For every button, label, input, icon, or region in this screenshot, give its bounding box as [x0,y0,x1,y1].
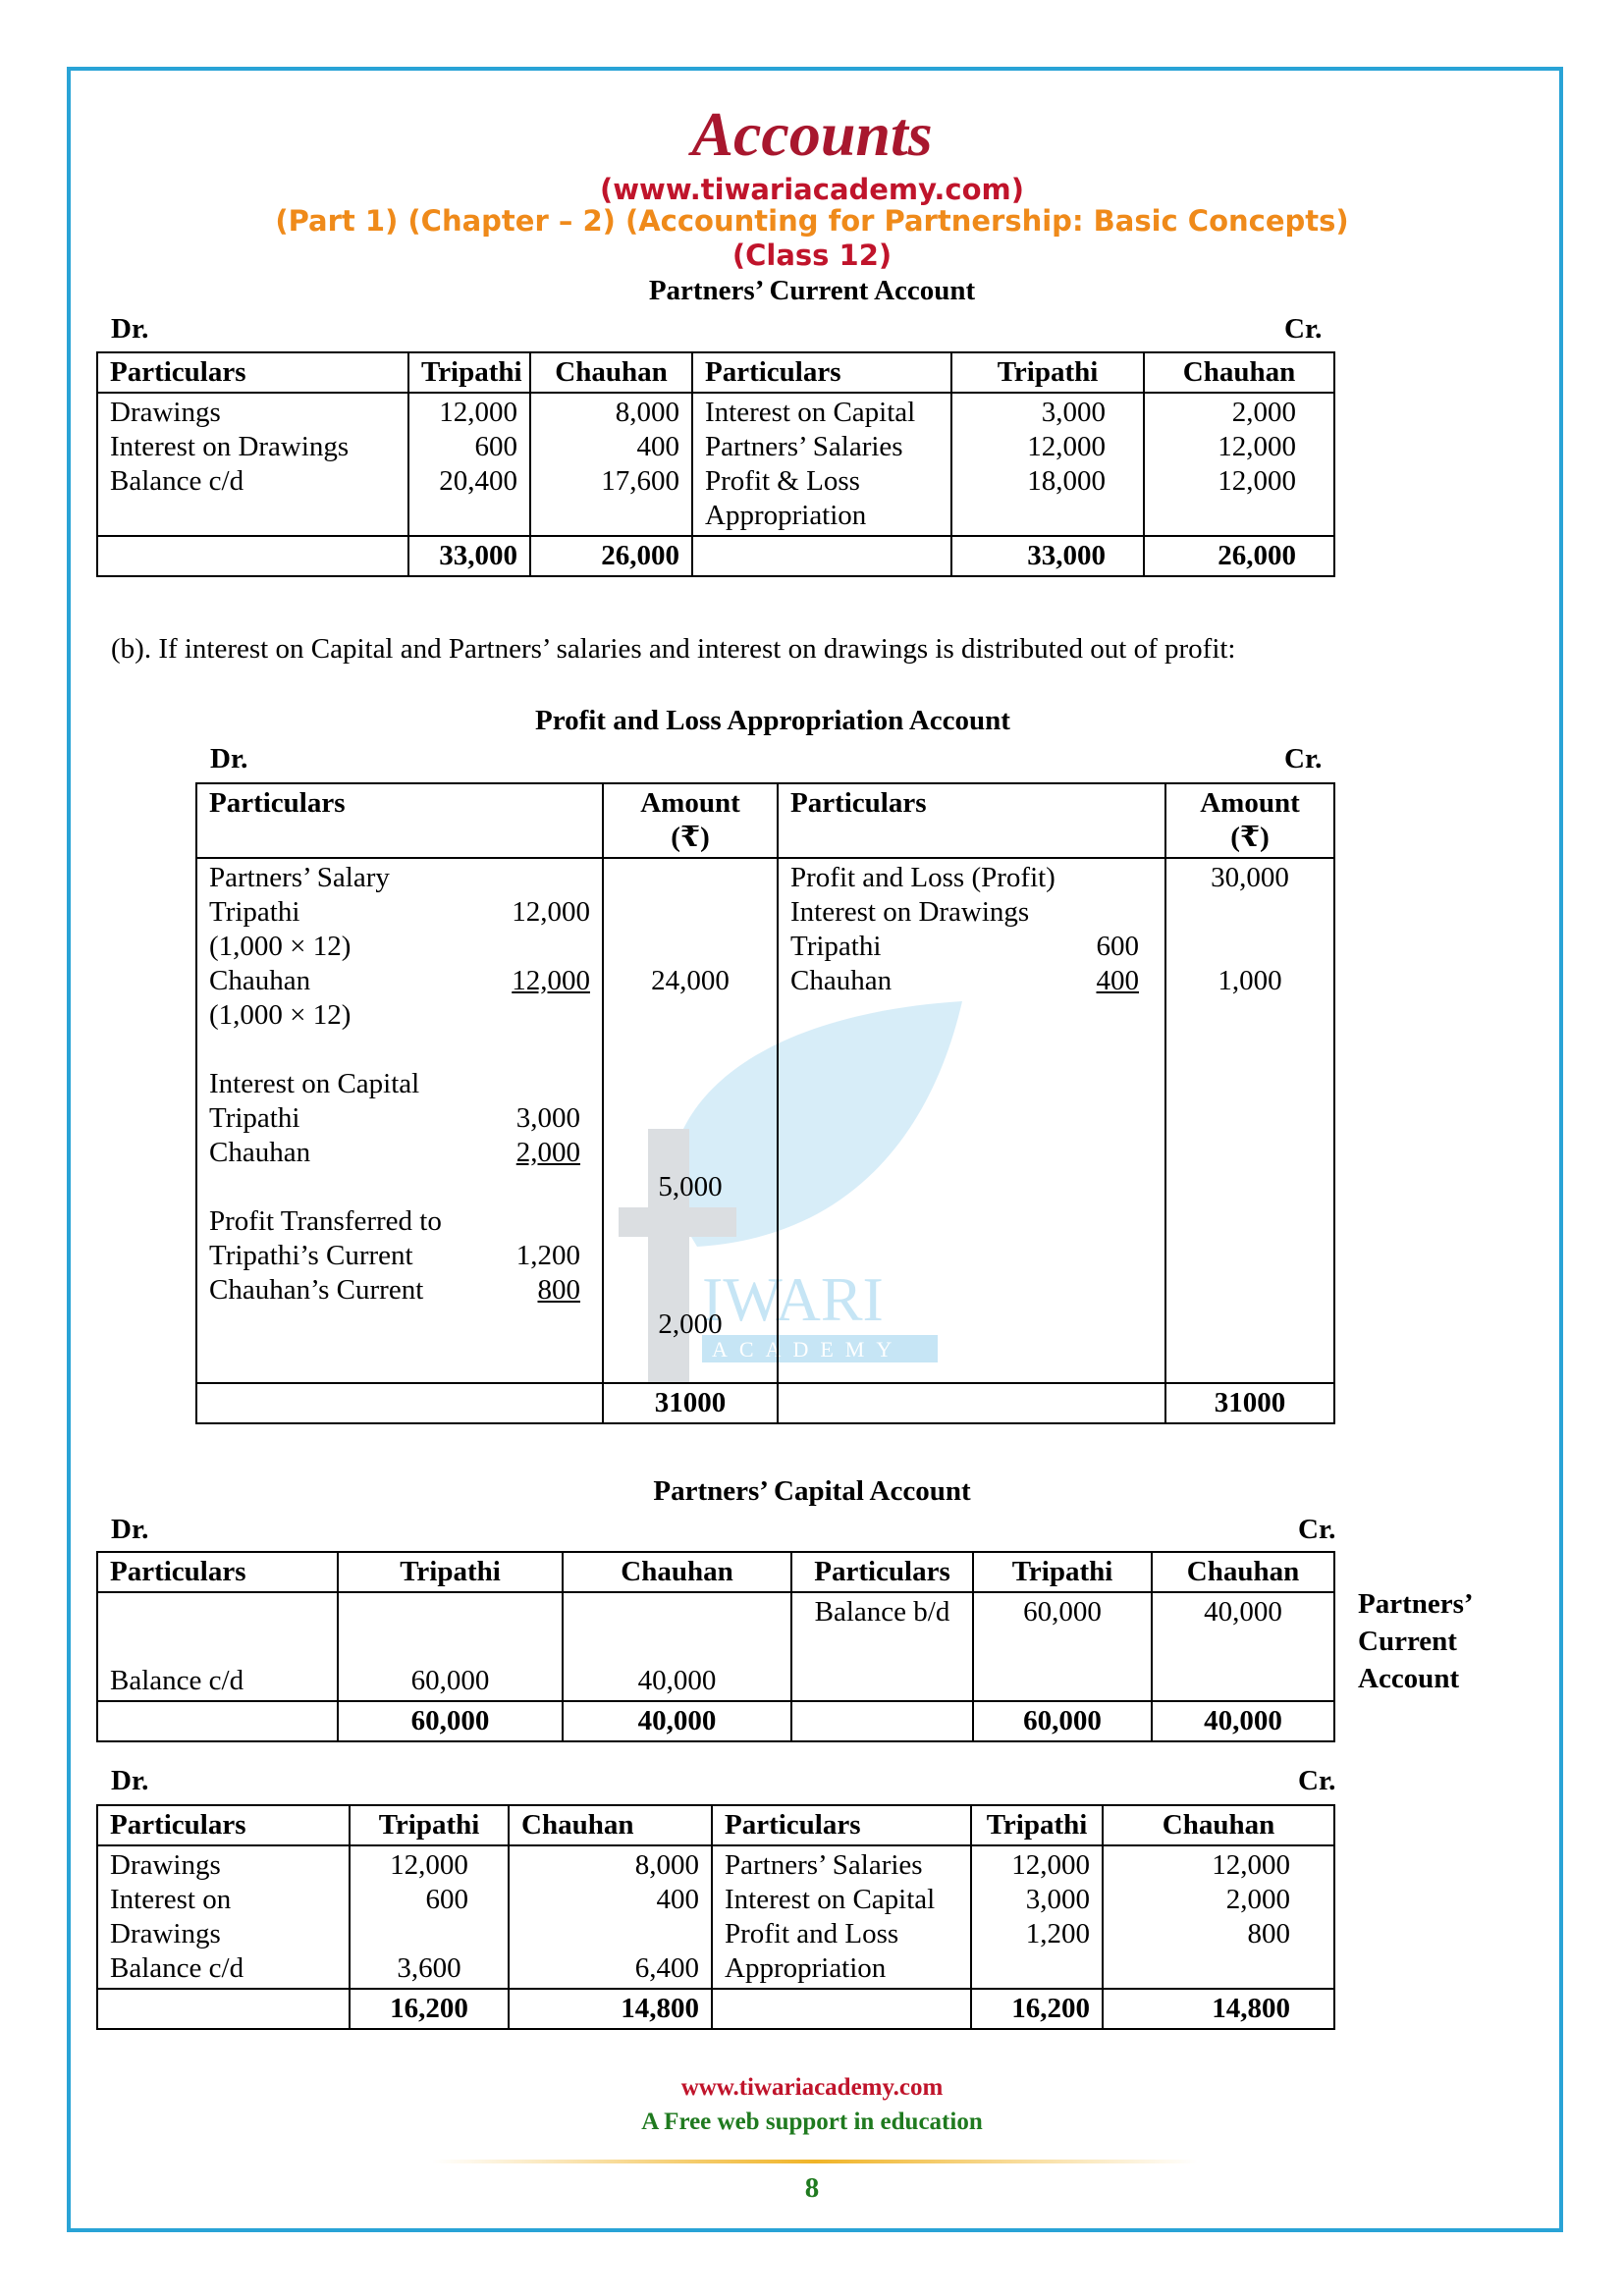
col-particulars: Particulars [196,783,603,858]
list-item: Profit and Loss (Profit) [790,862,1056,893]
table-body-row [196,858,1334,1383]
amount: 400 [636,431,679,462]
class-line: (Class 12) [731,239,893,272]
total-amount: 31000 [603,1383,778,1423]
list-item: Profit and Loss [725,1918,899,1949]
amount: 3,000 [1041,397,1106,428]
amount: 600 [425,1884,468,1915]
credit-tripathi-cell [973,1592,1152,1701]
list-item: Interest on [110,1884,232,1915]
credit-particulars-cell [692,393,951,536]
list-item: Interest on Drawings [790,896,1030,928]
amount: 2,000 [1231,397,1296,428]
total-amount: 40,000 [1152,1701,1334,1741]
col-chauhan: Chauhan [1144,352,1334,393]
table-body-row [97,393,1334,536]
col-particulars: Particulars [97,1805,350,1845]
total-amount: 33,000 [951,536,1144,576]
pl-appropriation-table [195,782,1335,1424]
amount: 3,000 [1025,1884,1090,1915]
total-amount: 26,000 [1144,536,1334,576]
amount: 8,000 [634,1849,699,1881]
total-amount: 14,800 [509,1989,712,2029]
credit-chauhan-cell [1152,1592,1334,1701]
page-title: Accounts [691,99,933,169]
col-tripathi: Tripathi [408,352,530,393]
col-chauhan: Chauhan [509,1805,712,1845]
list-item: Balance c/d [110,1952,244,1984]
total-amount: 14,800 [1103,1989,1334,2029]
dr-label: Dr. [111,1514,149,1545]
list-item: (1,000 × 12) [209,931,352,962]
capital-account-heading: Partners’ Capital Account [653,1475,971,1507]
totals-row [97,1989,1334,2029]
footer-website: www.tiwariacademy.com [680,2074,944,2101]
note-b: (b). If interest on Capital and Partners’ salaries and interest on drawings is distributed out of profit: [111,633,1236,665]
amount: 40,000 [637,1665,717,1696]
list-item: Interest on Capital [705,397,916,428]
list-item: Profit Transferred to [209,1205,442,1237]
watermark-text-iwari: IWARI [702,1264,884,1334]
col-particulars: Particulars [692,352,951,393]
footer-tagline: A Free web support in education [641,2109,983,2135]
cr-label: Cr. [1298,1514,1336,1545]
col-tripathi: Tripathi [971,1805,1103,1845]
debit-tripathi-cell [338,1592,563,1701]
current-account-heading: Partners’ Current Account [648,275,976,306]
list-item: Balance b/d [814,1596,950,1628]
debit-particulars-cell [196,858,603,1383]
list-item: Chauhan 400 [790,965,1139,996]
col-amount: Amount (₹) [603,783,778,858]
debit-chauhan-cell [563,1592,791,1701]
chapter-line: (Part 1) (Chapter – 2) (Accounting for Partnership: Basic Concepts) [275,204,1349,238]
list-item: Drawings [110,397,221,428]
amount: 60,000 [1023,1596,1102,1628]
credit-chauhan-cell [1103,1845,1334,1989]
credit-chauhan-cell [1144,393,1334,536]
total-amount: 16,200 [350,1989,509,2029]
col-tripathi: Tripathi [951,352,1144,393]
list-item: Drawings [110,1918,221,1949]
table-body-row [97,1592,1334,1701]
amount: 5,000 [658,1171,723,1202]
credit-amount-cell [1165,858,1334,1383]
amount: 60,000 [410,1665,490,1696]
table-header-row [97,1552,1334,1592]
list-item: Partners’ Salaries [705,431,903,462]
total-amount: 60,000 [973,1701,1152,1741]
list-item: Profit & Loss [705,465,860,497]
table-header-row [97,1805,1334,1845]
col-particulars: Particulars [778,783,1165,858]
list-item: Chauhan’s Current 800 [209,1274,580,1306]
cr-label: Cr. [1298,1765,1336,1796]
amount: 6,400 [634,1952,699,1984]
totals-row [97,536,1334,576]
amount: 12,000 [439,397,517,428]
amount: 30,000 [1211,862,1289,893]
footer-divider [432,2160,1198,2163]
debit-amount-cell [603,858,778,1383]
list-item: Partners’ Salaries [725,1849,923,1881]
debit-tripathi-cell [350,1845,509,1989]
dr-label: Dr. [111,1765,149,1796]
credit-particulars-cell [778,858,1165,1383]
list-item: Partners’ Salary [209,862,390,893]
amount: 1,200 [1025,1918,1090,1949]
totals-row [196,1383,1334,1423]
list-item: Tripathi 12,000 [209,896,590,928]
credit-tripathi-cell [971,1845,1103,1989]
amount: 2,000 [1225,1884,1290,1915]
col-particulars: Particulars [97,1552,338,1592]
col-chauhan: Chauhan [563,1552,791,1592]
col-particulars: Particulars [791,1552,973,1592]
current-account-table-1 [96,351,1335,577]
table-header-row [97,352,1334,393]
table-header-row [196,783,1334,858]
debit-tripathi-cell [408,393,530,536]
col-particulars: Particulars [97,352,408,393]
debit-particulars-cell [97,1845,350,1989]
total-amount: 26,000 [530,536,692,576]
current-account-table-2 [96,1804,1335,2030]
capital-account-table [96,1551,1335,1742]
list-item: (1,000 × 12) [209,999,352,1031]
cr-label: Cr. [1284,313,1323,345]
col-chauhan: Chauhan [1152,1552,1334,1592]
debit-particulars-cell [97,1592,338,1701]
amount: 12,000 [1212,1849,1290,1881]
debit-particulars-cell [97,393,408,536]
current-account-side-note: Partners’ Current Account [1358,1588,1474,1694]
credit-particulars-cell [712,1845,971,1989]
list-item: Chauhan 2,000 [209,1137,580,1168]
amount: 2,000 [658,1308,723,1340]
amount: 400 [656,1884,699,1915]
col-chauhan: Chauhan [1103,1805,1334,1845]
watermark-text-academy: ACADEMY [712,1337,904,1362]
list-item: Drawings [110,1849,221,1881]
col-tripathi: Tripathi [338,1552,563,1592]
amount: 8,000 [615,397,679,428]
amount: 12,000 [1218,465,1296,497]
credit-tripathi-cell [951,393,1144,536]
total-amount: 60,000 [338,1701,563,1741]
list-item: Appropriation [705,500,867,531]
col-tripathi: Tripathi [973,1552,1152,1592]
dr-label: Dr. [210,743,248,774]
amount: 18,000 [1027,465,1106,497]
list-item: Chauhan 12,000 [209,965,590,996]
total-amount: 31000 [1165,1383,1334,1423]
total-amount: 16,200 [971,1989,1103,2029]
amount: 20,400 [439,465,517,497]
page-number: 8 [804,2172,820,2204]
amount: 12,000 [1011,1849,1090,1881]
amount: 600 [474,431,517,462]
list-item: Tripathi 600 [790,931,1139,962]
amount: 3,600 [397,1952,461,1984]
table-body-row [97,1845,1334,1989]
amount: 17,600 [601,465,679,497]
total-amount: 33,000 [408,536,530,576]
amount: 1,000 [1218,965,1282,996]
totals-row [97,1701,1334,1741]
website-line: (www.tiwariacademy.com) [599,173,1024,206]
amount: 40,000 [1204,1596,1282,1628]
col-particulars: Particulars [712,1805,971,1845]
list-item: Interest on Capital [725,1884,936,1915]
list-item: Balance c/d [110,1665,244,1696]
dr-label: Dr. [111,313,149,345]
total-amount: 40,000 [563,1701,791,1741]
col-tripathi: Tripathi [350,1805,509,1845]
amount: 24,000 [651,965,730,996]
debit-chauhan-cell [509,1845,712,1989]
col-amount: Amount (₹) [1165,783,1334,858]
list-item: Tripathi’s Current 1,200 [209,1240,580,1271]
list-item: Balance c/d [110,465,244,497]
list-item: Interest on Drawings [110,431,350,462]
credit-particulars-cell [791,1592,973,1701]
list-item: Tripathi 3,000 [209,1102,580,1134]
amount: 12,000 [390,1849,468,1881]
list-item: Appropriation [725,1952,887,1984]
col-chauhan: Chauhan [530,352,692,393]
amount: 12,000 [1218,431,1296,462]
debit-chauhan-cell [530,393,692,536]
amount: 12,000 [1027,431,1106,462]
pl-appropriation-heading: Profit and Loss Appropriation Account [535,705,1010,736]
cr-label: Cr. [1284,743,1323,774]
list-item: Interest on Capital [209,1068,420,1099]
amount: 800 [1247,1918,1290,1949]
